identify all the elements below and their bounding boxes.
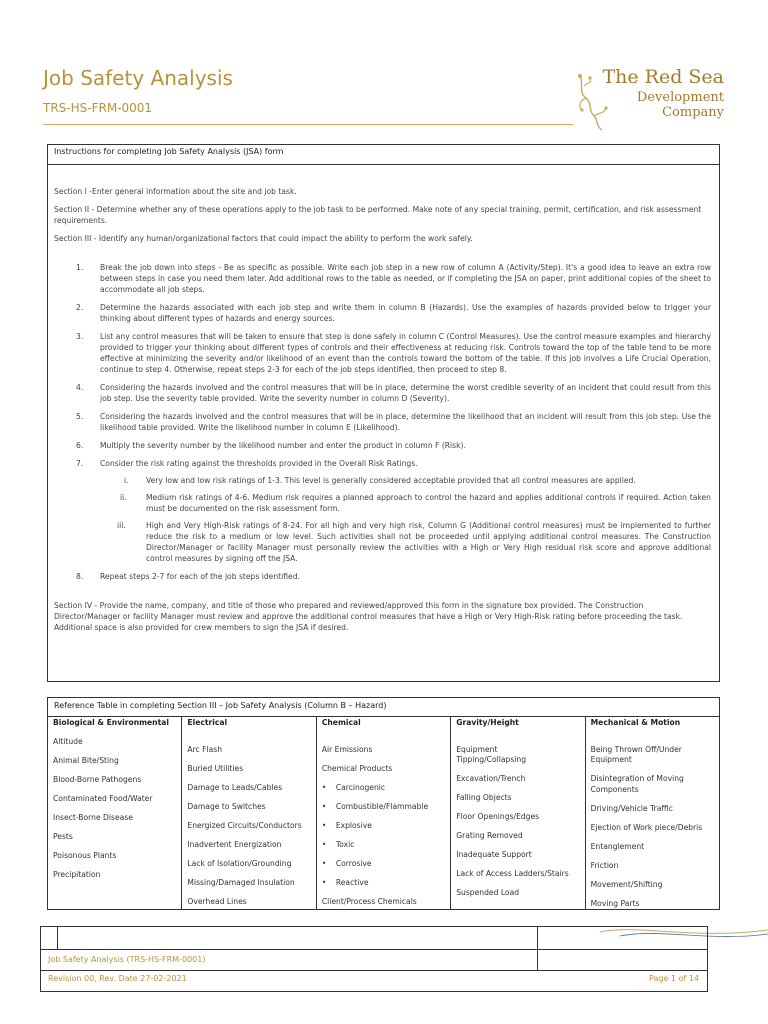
hazard-item: Entanglement — [590, 841, 645, 851]
hazard-item: Blood-Borne Pathogens — [53, 774, 142, 784]
footer-divider — [57, 927, 58, 949]
document-code: TRS-HS-FRM-0001 — [43, 101, 153, 115]
list-item: iii. High and Very High-Risk ratings of 8-24. For all high and very high risk, Column G (Additional control measures) must be implemented to further reduce the risk to a medium or low level. Such activities shall not be proceeded until applying additional control measures. The Construction Director/Manager or facility Manager must personally review the activities with a High or Very High residual risk score and approve additional control measures by signing off the JSA. — [117, 521, 711, 563]
hazard-item: • Toxic — [322, 840, 445, 851]
hazard-item: Poisonous Plants — [53, 850, 117, 860]
hazard-item: Grating Removed — [456, 831, 523, 840]
list-item: 7. Consider the risk rating against the thresholds provided in the Overall Risk Ratings. i. Very low and low risk ratings of 1-3. This level is generally considered acceptable provided that all control measures are applied. ii. Medium risk ratings of 4-6. Medium risk requires a planned approach to control the hazard and applies additional controls if required. Action taken must be documented on the risk assessment form. iii. High and Very High-Risk ratings of 8-24. For all high and very high risk, Column G (Additional control measures) must be implemented to further reduce the risk to a medium or low level. Such activities shall not be proceeded until applying additional control measures. The Construction Director/Manager or facility Manager must personally review the activities with a High or Very High residual risk score and approve additional control measures by signing off the JSA. — [76, 459, 711, 563]
reference-columns — [48, 717, 719, 909]
page-footer — [40, 926, 708, 992]
hazard-item: Damage to Leads/Cables — [187, 782, 283, 792]
column-gravity — [451, 717, 585, 909]
list-item: 3. List any control measures that will be taken to ensure that step is done safely in column C (Control Measures). Use the control measure examples and hierarchy provided to trigger your thinking about different types of controls and their effectiveness at reducing risk. Controls toward the top of the table tend to be more effective at minimizing the severity and/or likelihood of an event than the controls toward the bottom of the table. If this job involves a Life Crucial Operation, continue to step 4. Otherwise, repeat steps 2-3 for each of the job steps identified, then proceed to step 8. — [76, 332, 711, 374]
hazard-item: Lack of Access Ladders/Stairs — [456, 869, 569, 878]
column-electrical — [182, 717, 316, 909]
logo-text-line3: Company — [662, 105, 724, 120]
hazard-item: • Carcinogenic — [322, 783, 445, 794]
hazard-item: Ejection of Work piece/Debris — [590, 822, 703, 832]
company-logo — [572, 62, 732, 134]
hazard-item: Lack of Isolation/Grounding — [187, 858, 292, 868]
footer-revision: Revision 00, Rev. Date 27-02-2021 — [48, 974, 187, 983]
hazard-item: • Combustible/Flammable — [322, 802, 445, 813]
hazard-item: Missing/Damaged Insulation — [187, 877, 295, 887]
column-header: Electrical — [187, 718, 228, 727]
hazard-item: Chemical Products — [321, 763, 393, 773]
hazard-item: Moving Parts — [590, 898, 640, 908]
hazard-item: Excavation/Trench — [456, 774, 526, 783]
list-item: i. Very low and low risk ratings of 1-3. This level is generally considered acceptable provided that all control measures are applied. — [124, 476, 636, 485]
hazard-item: Damage to Switches — [187, 801, 266, 811]
hazard-item: Energized Circuits/Conductors — [187, 820, 302, 830]
hazard-item: Client/Process Chemicals — [321, 896, 417, 906]
hazard-item: Air Emissions — [321, 744, 373, 754]
column-header: Gravity/Height — [456, 718, 519, 727]
section4-text: Section IV - Provide the name, company, and title of those who prepared and reviewed/approved this form in the signature box provided. The Construction Director/Manager or facility Manager must review and approve the additional control measures that have a High or Very High-Risk rating before proceeding the task. Additional space is also provided for crew members to sign the JSA if desired. — [54, 601, 683, 632]
footer-row-blank — [41, 927, 707, 950]
reference-table — [47, 697, 720, 910]
reference-heading: Reference Table in completing Section III – Job Safety Analysis (Column B – Hazard) — [48, 698, 719, 717]
column-header: Chemical — [321, 718, 361, 727]
hazard-item: Buried Utilities — [187, 763, 244, 773]
column-header: Mechanical & Motion — [590, 718, 681, 727]
column-chemical — [317, 717, 451, 909]
instructions-heading: Instructions for completing Job Safety Analysis (JSA) form — [48, 145, 719, 165]
hazard-item: • Reactive — [322, 878, 445, 889]
hazard-item: Friction — [590, 860, 619, 870]
document-title: Job Safety Analysis — [43, 66, 233, 90]
footer-divider — [537, 927, 538, 970]
list-item: 4. Considering the hazards involved and the control measures that will be in place, determine the worst credible severity of an incident that could result from this job step. Use the severity table provided. Write the severity number in column D (Severity). — [76, 383, 711, 403]
instructions-section — [47, 144, 720, 682]
hazard-item: Movement/Shifting — [590, 879, 663, 889]
section2-text: Section II - Determine whether any of these operations apply to the job task to be performed. Make note of any special training, permit, certification, and risk assessment requirements. — [54, 205, 702, 225]
hazard-item: Inadvertent Energization — [187, 839, 282, 849]
hazard-item: Being Thrown Off/Under Equipment — [590, 744, 682, 764]
column-mechanical — [586, 717, 719, 909]
hazard-item: Arc Flash — [187, 744, 223, 754]
list-item: 6. Multiply the severity number by the likelihood number and enter the product in column F (Risk). — [76, 441, 466, 450]
list-item: 2. Determine the hazards associated with each job step and write them in column B (Hazards). Use the examples of hazards provided below to trigger your thinking about different types of hazards and energy sources. — [76, 303, 711, 323]
hazard-item: Animal Bite/Sting — [53, 755, 119, 765]
logo-text-line2: Development — [636, 90, 724, 105]
hazard-item: Contaminated Food/Water — [53, 793, 153, 803]
hazard-item: Equipment Tipping/Collapsing — [456, 744, 527, 764]
hazard-item: Disintegration of Moving Components — [590, 774, 684, 794]
hazard-item: Suspended Load — [456, 888, 520, 897]
footer-document-title: Job Safety Analysis (TRS-HS-FRM-0001) — [48, 955, 206, 964]
hazard-item: Precipitation — [53, 869, 101, 879]
instructions-body — [54, 186, 711, 640]
header-divider — [43, 124, 573, 125]
steps-list — [54, 262, 711, 582]
hazard-item: Insect-Borne Disease — [53, 812, 133, 822]
column-biological — [48, 717, 182, 909]
hazard-item: Driving/Vehicle Traffic — [590, 803, 673, 813]
footer-page-number: Page 1 of 14 — [649, 974, 699, 983]
list-item: 8. Repeat steps 2-7 for each of the job steps identified. — [76, 572, 300, 581]
hazard-item: • Explosive — [322, 821, 445, 832]
logo-text-line1: The Red Sea — [602, 66, 724, 88]
hazard-item: • Corrosive — [322, 859, 445, 870]
list-item: 1. Break the job down into steps - Be as specific as possible. Write each job step in a new row of column A (Activity/Step). It's a good idea to leave an extra row between steps in case you need them later. Add additional rows to the table as needed, or if completing the JSA on paper, print additional copies of the sheet to accommodate all job steps. — [76, 263, 711, 294]
list-item: 5. Considering the hazards involved and the control measures that will be in place, determine the likelihood that an incident will result from this job step. Use the likelihood table provided. Write the likelihood number in column E (Likelihood). — [76, 412, 711, 432]
section3-text: Section III - Identify any human/organizational factors that could impact the ability to perform the work safely. — [54, 234, 473, 243]
hazard-item: Floor Openings/Edges — [456, 812, 540, 821]
hazard-item: Pests — [53, 831, 73, 841]
substeps-list — [100, 475, 711, 564]
hazard-item: Overhead Lines — [187, 896, 247, 906]
section1-text: Section I -Enter general information about the site and job task. — [54, 187, 297, 196]
hazard-item: Inadequate Support — [456, 850, 532, 859]
list-item: ii. Medium risk ratings of 4-6. Medium risk requires a planned approach to control the hazard and applies additional controls if required. Action taken must be documented on the risk assessment form. — [120, 493, 711, 513]
column-header: Biological & Environmental — [53, 718, 169, 727]
hazard-item: Falling Objects — [456, 793, 512, 802]
hazard-item: Altitude — [53, 736, 83, 746]
